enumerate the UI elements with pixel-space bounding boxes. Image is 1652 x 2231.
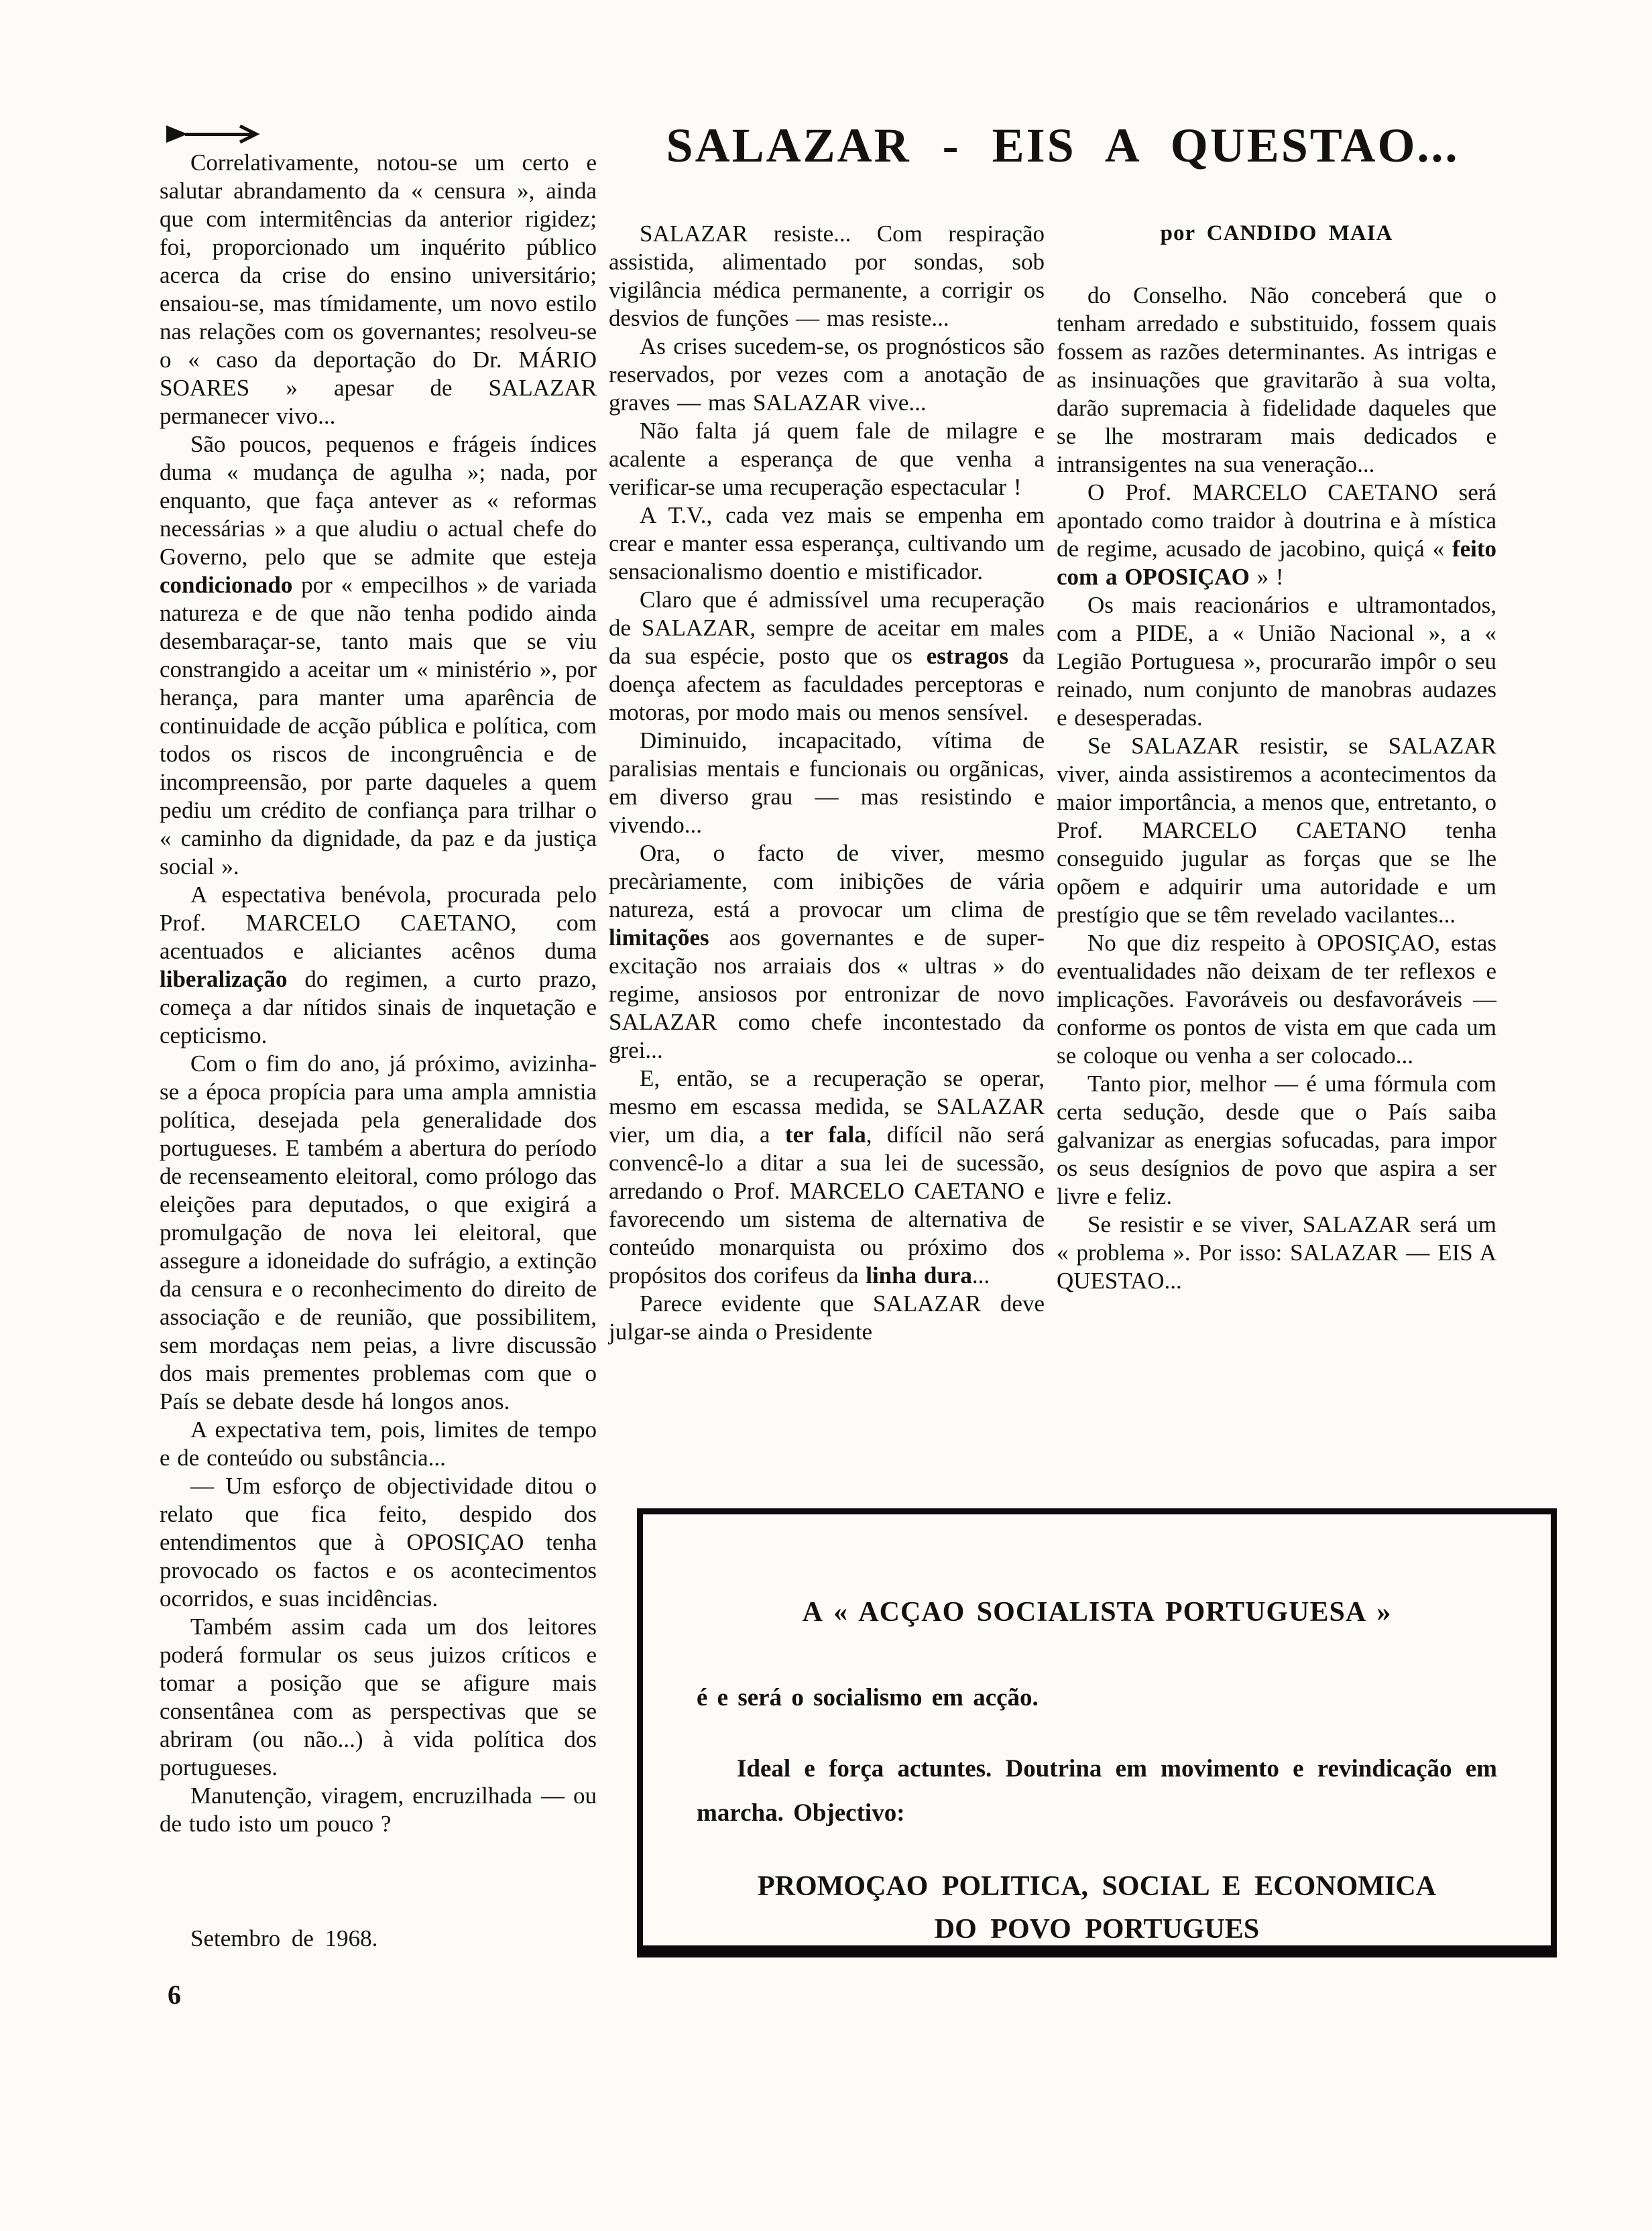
paragraph: A T.V., cada vez mais se empenha em crear e manter essa esperança, cultivando um sensacionalismo doentio e mistificador. xyxy=(609,502,1045,585)
paragraph: — Um esforço de objectividade ditou o relato que fica feito, despido dos entendimentos que à OPOSIÇAO tenha provocado os factos e os acontecimentos ocorridos, e suas incidências. xyxy=(160,1473,597,1612)
column-right xyxy=(1057,282,1496,1295)
ad-promo-line-2: DO POVO PORTUGUES xyxy=(934,1914,1260,1945)
paragraph: Se resistir e se viver, SALAZAR será um « problema ». Por isso: SALAZAR — EIS A QUESTAO... xyxy=(1057,1211,1496,1294)
paragraph: Se SALAZAR resistir, se SALAZAR viver, ainda assistiremos a acontecimentos da maior importância, a menos que, entretanto, o Prof. MARCELO CAETANO tenha conseguido jugular as forças que se lhe opõem e adquirir uma autoridade e um prestígio que se têm revelado vacilantes... xyxy=(1057,733,1496,928)
article-title: SALAZAR - EIS A QUESTAO... xyxy=(666,119,1460,172)
ad-text: Ideal e força actuntes. Doutrina em movimento e revindicação em marcha. Objectivo: xyxy=(697,1755,1497,1827)
paragraph: E, então, se a recuperação se operar, mesmo em escassa medida, se SALAZAR vier, um dia, a ter fala, difícil não será convencê-lo a ditar a sua lei de sucessão, arredando o Prof. MARCELO CAETANO e favorecendo um sistema de alternativa de conteúdo monarquista ou próximo dos propósitos dos corifeus da linha dura... xyxy=(609,1065,1045,1288)
paragraph: Diminuido, incapacitado, vítima de paralisias mentais e funcionais ou orgãnicas, em diverso grau — mas resistindo e vivendo... xyxy=(609,727,1045,838)
page-number: 6 xyxy=(168,1980,181,2010)
paragraph: A espectativa benévola, procurada pelo Prof. MARCELO CAETANO, com acentuados e aliciantes acênos duma liberalização do regimen, a curto prazo, começa a dar nítidos sinais de inquetação e cepticismo. xyxy=(160,882,597,1048)
ad-slogan: é e será o socialismo em acção. xyxy=(697,1684,1039,1711)
date-line: Setembro de 1968. xyxy=(190,1925,378,1951)
ad-heading: A « ACÇAO SOCIALISTA PORTUGUESA » xyxy=(802,1597,1392,1628)
right-arrow-icon xyxy=(165,122,272,146)
paragraph: Parece evidente que SALAZAR deve julgar-se ainda o Presidente xyxy=(609,1290,1045,1345)
paragraph: SALAZAR resiste... Com respiração assistida, alimentado por sondas, sob vigilância médica permanente, a corrigir os desvios de funções — mas resiste... xyxy=(609,221,1045,331)
paragraph: Tanto pior, melhor — é uma fórmula com certa sedução, desde que o País saiba galvanizar as energias sofucadas, para impor os seus desígnios de povo que aspira a ser livre e feliz. xyxy=(1057,1071,1496,1209)
column-left xyxy=(160,149,597,1838)
paragraph: Correlativamente, notou-se um certo e salutar abrandamento da « censura », ainda que com intermitências da anterior rigidez; foi, proporcionado um inquérito público acerca da crise do ensino universitário; ensaiou-se, mas tímidamente, um novo estilo nas relações com os governantes; resolveu-se o « caso da deportação do Dr. MÁRIO SOARES » apesar de SALAZAR permanecer vivo... xyxy=(160,149,597,429)
paragraph: São poucos, pequenos e frágeis índices duma « mudança de agulha »; nada, por enquanto, que faça antever as « reformas necessárias » a que aludiu o actual chefe do Governo, pelo que se admite que esteja condicionado por « empecilhos » de variada natureza e de que não tenha podido ainda desembaraçar-se, tanto mais que se viu constrangido a aceitar um « ministério », por herança, para manter uma aparência de continuidade de acção pública e política, com todos os riscos de incongruência e de incompreensão, por parte daqueles a quem pediu um crédito de confiança para trilhar o « caminho da dignidade, da paz e da justiça social ». xyxy=(160,431,597,880)
paragraph: No que diz respeito à OPOSIÇAO, estas eventualidades não deixam de ter reflexos e implicações. Favoráveis ou desfavoráveis — conforme os pontos de vista em que cada um se coloque ou venha a ser colocado... xyxy=(1057,930,1496,1069)
paragraph: do Conselho. Não conceberá que o tenham arredado e substituido, fossem quais fossem as razões determinantes. As intrigas e as insinuações que gravitarão à sua volta, darão supremacia à fidelidade daqueles que se lhe mostraram mais dedicados e intransigentes na sua veneração... xyxy=(1057,282,1496,477)
paragraph: Também assim cada um dos leitores poderá formular os seus juizos críticos e tomar a posição que se afigure mais consentânea com as perspectivas que se abriram (ou não...) à vida política dos portugueses. xyxy=(160,1614,597,1781)
ad-box xyxy=(637,1508,1557,1957)
ad-promo-line-1: PROMOÇAO POLITICA, SOCIAL E ECONOMICA xyxy=(758,1871,1436,1902)
paragraph: A expectativa tem, pois, limites de tempo e de conteúdo ou substância... xyxy=(160,1416,597,1471)
paragraph: Ora, o facto de viver, mesmo precàriamente, com inibições de vária natureza, está a provocar um clima de limitações aos governantes e de super-excitação nos arraiais dos « ultras » do regime, ansiosos por entronizar de novo SALAZAR como chefe incontestado da grei... xyxy=(609,840,1045,1063)
column-middle xyxy=(609,220,1045,1346)
paragraph: Manutenção, viragem, encruzilhada — ou de tudo isto um pouco ? xyxy=(160,1783,597,1837)
paragraph: O Prof. MARCELO CAETANO será apontado como traidor à doutrina e à mística de regime, acusado de jacobino, quiçá « feito com a OPOSIÇAO » ! xyxy=(1057,479,1496,590)
paragraph: Os mais reacionários e ultramontados, com a PIDE, a « União Nacional », a « Legião Portuguesa », procurarão impôr o seu reinado, num conjunto de manobras audazes e desesperadas. xyxy=(1057,592,1496,731)
paragraph: Não falta já quem fale de milagre e acalente a esperança de que venha a verificar-se uma recuperação espectacular ! xyxy=(609,418,1045,500)
paragraph: As crises sucedem-se, os prognósticos são reservados, por vezes com a anotação de graves — mas SALAZAR vive... xyxy=(609,333,1045,416)
paragraph: Com o fim do ano, já próximo, avizinha-se a época propícia para uma ampla amnistia política, desejada pela generalidade dos portugueses. E também a abertura do período de recenseamento eleitoral, como prólogo das eleições para deputados, o que exigirá a promulgação de nova lei eleitoral, que assegure a idoneidade do sufrágio, a extinção da censura e o reconhecimento do direito de associação e de reunião, que possibilitem, sem mordaças nem peias, a livre discussão dos mais prementes problemas com que o País se debate desde há longos anos. xyxy=(160,1050,597,1414)
byline: por CANDIDO MAIA xyxy=(1160,221,1393,245)
paragraph: Claro que é admissível uma recuperação de SALAZAR, sempre de aceitar em males da sua espécie, posto que os estragos da doença afectem as faculdades perceptoras e motoras, por modo mais ou menos sensível. xyxy=(609,587,1045,725)
